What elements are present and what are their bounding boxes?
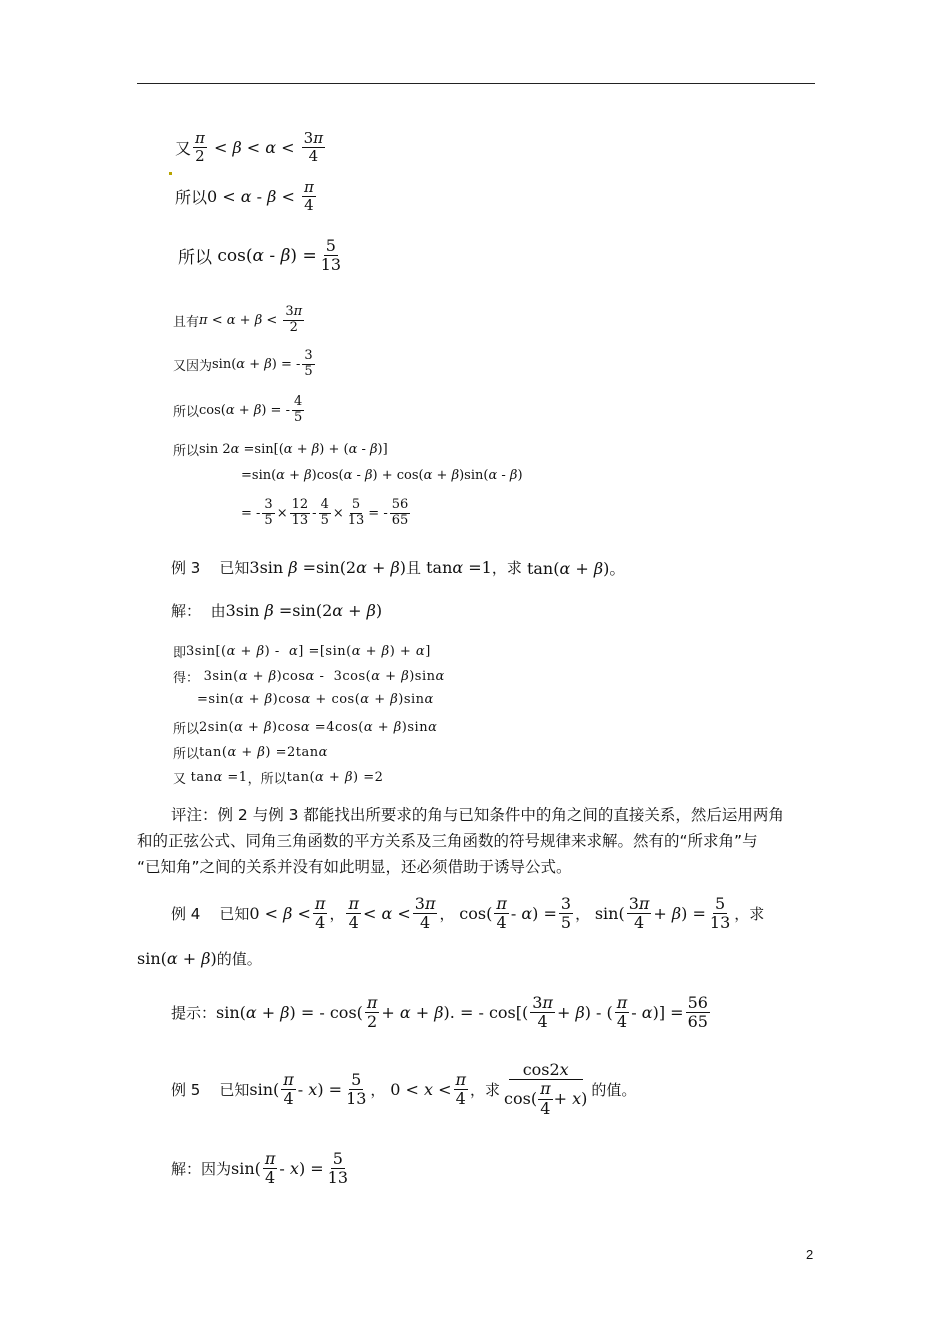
fraction: $\frac{3}{5}$ — [560, 894, 572, 933]
solution-line-3: =sin(α + β)cosα + cos(α + β)sinα — [197, 692, 434, 707]
solution-line-6: 又 tanα =1 ，所以 tan(α + β) =2 — [173, 770, 384, 787]
fraction: $\frac{\pi}{2}$ — [366, 993, 378, 1032]
math-line-9: = - $\frac{3}{5}$ × $\frac{12}{13}$ - $\frac{4}{5}$ × $\frac{5}{13}$ = - $\frac{56}{65}$ — [241, 497, 409, 528]
header-rule — [137, 83, 815, 84]
text-and: 且 — [406, 559, 422, 577]
text-prefix: 所以 — [173, 404, 200, 420]
text-ask: ，求 — [491, 559, 522, 577]
solution-line-1: 即 3sin[(α + β) - α] =[sin(α + β) + α] — [173, 644, 431, 661]
fraction: $\frac{5}{13}$ — [347, 497, 365, 528]
text-suoyi: 所以 — [173, 747, 200, 762]
fraction: $\frac{12}{13}$ — [291, 497, 309, 528]
fraction: $\frac{3\pi}{4}$ — [414, 894, 436, 933]
text-prefix: 又因为 — [173, 358, 213, 374]
example-4-cont: sin(α + β) 的值。 — [137, 949, 262, 968]
fraction: cos2x cos( $\frac{\pi}{4}$ + x ) — [504, 1060, 588, 1118]
fraction: $\frac{3}{5}$ — [264, 497, 273, 528]
text-ask: ，求 — [470, 1081, 501, 1100]
solution-line-4: 所以 2sin(α + β)cosα =4cos(α + β)sinα — [173, 720, 438, 737]
fraction: $\frac{5}{13}$ — [327, 1149, 349, 1188]
fraction: $\frac{4}{5}$ — [293, 394, 303, 425]
text-given: 已知 — [219, 905, 250, 924]
text-prefix: 所以 — [178, 248, 212, 269]
fraction: $\frac{56}{65}$ — [687, 993, 708, 1032]
math-line-4: 且有 π < α + β < $\frac{3\pi}{2}$ — [173, 304, 303, 335]
text-value: 的值。 — [591, 1081, 637, 1100]
fraction: $\frac{3}{5}$ — [304, 348, 313, 379]
solution-5: 解：因为 sin( $\frac{\pi}{4}$ - x) = $\frac{5}{13}$ — [171, 1149, 349, 1188]
solution-3: 解： 由 3sin β =sin(2α + β) — [171, 601, 383, 620]
text-given: 已知 — [219, 1081, 250, 1100]
fraction: $\frac{\pi}{2}$ — [195, 129, 205, 166]
solution-label: 解：因为 — [171, 1160, 232, 1179]
math-line-6: 所以 cos(α + β) = - $\frac{4}{5}$ — [173, 394, 303, 425]
fraction: $\frac{3\pi}{4}$ — [303, 129, 324, 166]
text-prefix: 所以 — [175, 188, 208, 208]
stray-mark — [169, 172, 172, 175]
fraction: $\frac{3\pi}{4}$ — [628, 894, 650, 933]
fraction: $\frac{5}{13}$ — [709, 894, 731, 933]
example-label: 例 4 — [171, 905, 201, 924]
fraction: $\frac{3\pi}{4}$ — [532, 993, 553, 1032]
fraction: $\frac{\pi}{4}$ — [348, 894, 359, 933]
text-given: 已知 — [219, 559, 250, 577]
solution-line-5: 所以 tan(α + β) =2tanα — [173, 745, 328, 762]
fraction: $\frac{\pi}{4}$ — [283, 1069, 294, 1109]
fraction: $\frac{3\pi}{2}$ — [285, 304, 303, 335]
hint-4: 提示： sin(α + β) = - cos( $\frac{\pi}{2}$ + α + β). = - cos[( $\frac{3\pi}{4}$ + β) - ( $\frac{\pi}{4}$ - α)] = $\frac{56}{65}$ — [171, 993, 708, 1032]
text-prefix: 所以 — [173, 444, 200, 459]
text-prefix: 又 — [175, 139, 192, 159]
fraction: $\frac{\pi}{4}$ — [616, 993, 628, 1032]
math-line-1: 又 $\frac{\pi}{2}$ < β < α < $\frac{3\pi}{4}$ — [175, 129, 324, 166]
commentary-line-1: 评注：例 2 与例 3 都能找出所要求的角与已知条件中的角之间的直接关系，然后运用两角 — [171, 806, 784, 824]
example-5: 例 5 已知 sin( $\frac{\pi}{4}$ - x) = $\frac{5}{13}$ ， 0 < x < $\frac{\pi}{4}$ ，求 cos2x cos( $\frac{\pi}{4}$ + x ) 的值。 — [171, 1060, 637, 1118]
example-4: 例 4 已知 0 < β < $\frac{\pi}{4}$ ， $\frac{\pi}{4}$ < α < $\frac{3\pi}{4}$ ， cos( $\frac{\pi}{4}$ - α) = $\frac{3}{5}$ ， sin( $\frac{3\pi}{4}$ + β) = $\frac{5}{13}$ ，求 — [171, 894, 765, 933]
commentary — [137, 802, 815, 880]
text-prefix: 且有 — [173, 314, 200, 330]
text-ji: 即 — [173, 646, 187, 661]
example-label: 例 5 — [171, 1081, 201, 1100]
fraction: $\frac{5}{13}$ — [346, 1069, 367, 1109]
commentary-line-3: “已知角”之间的关系并没有如此明显，还必须借助于诱导公式。 — [137, 858, 572, 876]
fraction: $\frac{\pi}{4}$ — [304, 178, 314, 215]
text-suoyi: ，所以 — [247, 772, 287, 787]
text-value: 的值。 — [216, 950, 262, 968]
text-you: 又 — [173, 772, 187, 787]
fraction: $\frac{\pi}{4}$ — [455, 1069, 467, 1109]
fraction: $\frac{4}{5}$ — [320, 497, 329, 528]
text-de: 得： — [173, 671, 200, 686]
text-by: 由 — [210, 602, 226, 620]
page-number: 2 — [806, 1247, 814, 1262]
example-label: 例 3 — [171, 559, 201, 577]
fraction: $\frac{56}{65}$ — [391, 497, 409, 528]
example-3: 例 3 已知 3sin β =sin(2α + β) 且 tanα =1 ，求 tan(α + β)。 — [171, 558, 626, 578]
math-line-8: =sin(α + β)cos(α - β) + cos(α + β)sin(α - β) — [241, 468, 523, 483]
text-suoyi: 所以 — [173, 722, 200, 737]
math-line-5: 又因为 sin(α + β) = - $\frac{3}{5}$ — [173, 348, 313, 379]
math-line-2: 所以 0 < α - β < $\frac{\pi}{4}$ — [175, 178, 314, 215]
math-line-7: 所以 sin 2α =sin[(α + β) + (α - β)] — [173, 442, 388, 459]
text-ask: ，求 — [734, 905, 765, 924]
math-line-3: 所以 cos(α - β) = $\frac{5}{13}$ — [178, 236, 342, 275]
fraction: $\frac{\pi}{4}$ — [264, 1149, 276, 1188]
fraction: $\frac{5}{13}$ — [320, 236, 342, 275]
solution-line-2: 得： 3sin(α + β)cosα - 3cos(α + β)sinα — [173, 669, 445, 686]
fraction: $\frac{\pi}{4}$ — [496, 894, 507, 933]
commentary-line-2: 和的正弦公式、同角三角函数的平方关系及三角函数的符号规律来求解。然有的“所求角”与 — [137, 832, 758, 850]
fraction: $\frac{\pi}{4}$ — [314, 894, 326, 933]
hint-label: 提示： — [171, 1004, 217, 1023]
solution-label: 解： — [171, 602, 202, 620]
